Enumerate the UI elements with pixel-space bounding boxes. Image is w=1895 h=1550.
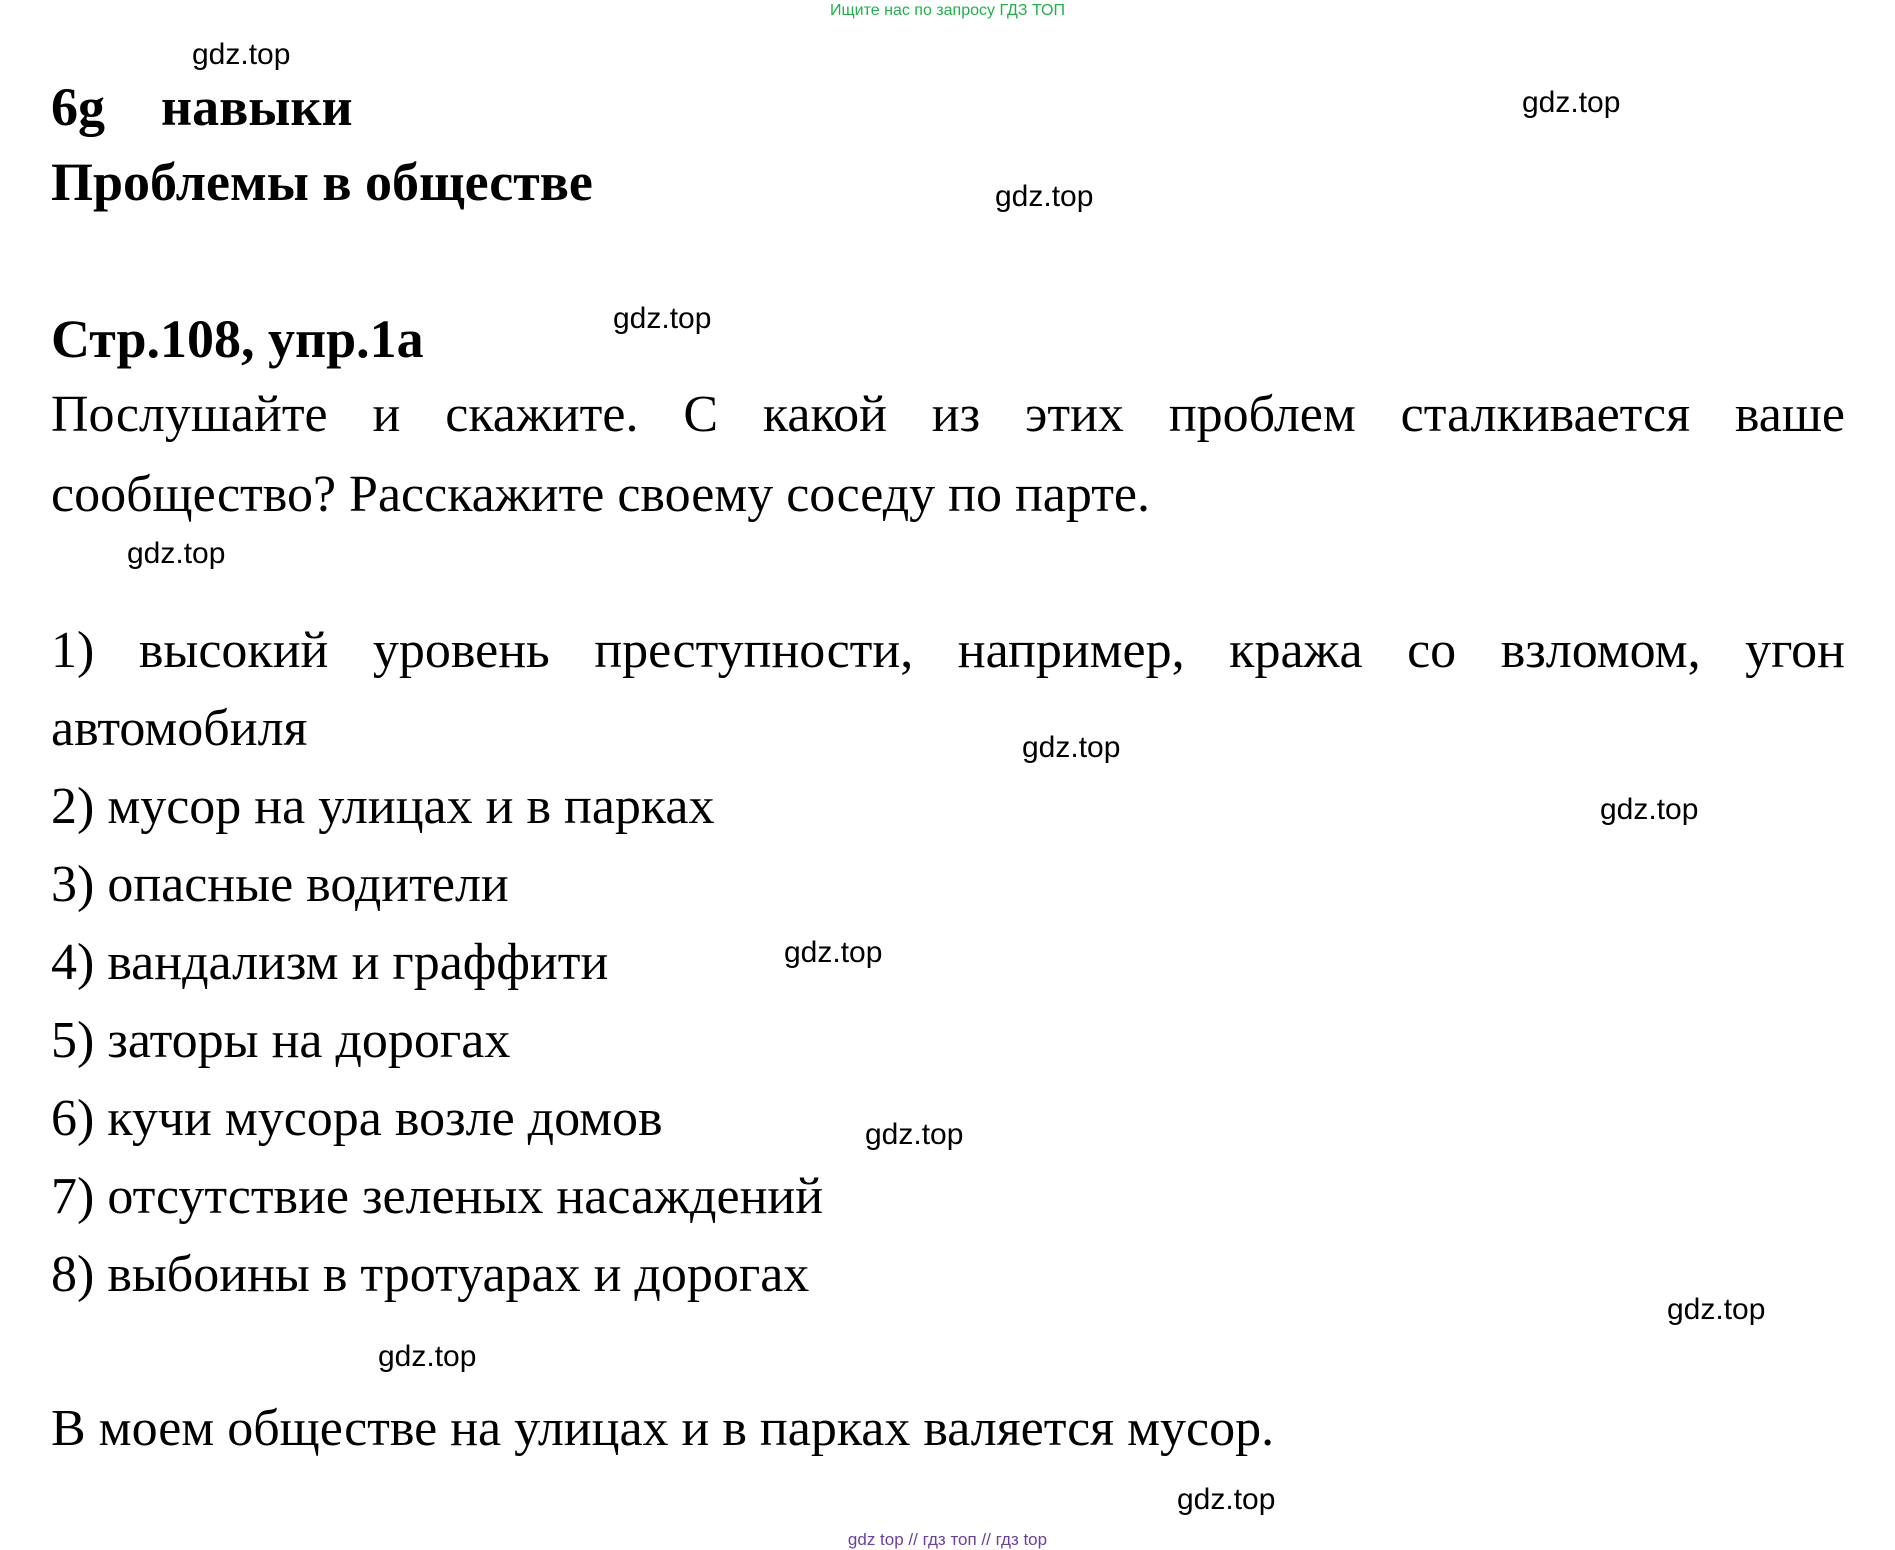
exercise-instruction: Послушайте и скажите. С какой из этих проблем сталкивается ваше сообщество? Расскажите своему соседу по парте. bbox=[51, 386, 1845, 523]
list-item: 2) мусор на улицах и в парках bbox=[51, 778, 715, 835]
watermark: gdz.top bbox=[1522, 86, 1621, 119]
list-item: 5) заторы на дорогах bbox=[51, 1012, 511, 1069]
watermark: gdz.top bbox=[995, 180, 1094, 213]
top-banner: Ищите нас по запросу ГДЗ ТОП bbox=[830, 2, 1065, 19]
watermark: gdz.top bbox=[1667, 1293, 1766, 1326]
list-item: 8) выбоины в тротуарах и дорогах bbox=[51, 1246, 810, 1303]
watermark: gdz.top bbox=[378, 1340, 477, 1373]
section-heading bbox=[51, 77, 353, 137]
list-item: 3) опасные водители bbox=[51, 856, 509, 913]
exercise-reference: Стр.108, упр.1a bbox=[51, 309, 424, 369]
watermark: gdz.top bbox=[1177, 1483, 1276, 1516]
list-item: 4) вандализм и граффити bbox=[51, 934, 609, 991]
topic-title: Проблемы в обществе bbox=[51, 152, 593, 212]
watermark: gdz.top bbox=[127, 537, 226, 570]
watermark: gdz.top bbox=[1022, 731, 1121, 764]
watermark: gdz.top bbox=[192, 38, 291, 71]
answer-text: В моем обществе на улицах и в парках валяется мусор. bbox=[51, 1400, 1275, 1457]
list-item: 7) отсутствие зеленых насаждений bbox=[51, 1168, 824, 1225]
footer-links: gdz top // гдз топ // гдз top bbox=[847, 1530, 1048, 1549]
section-code: 6g bbox=[51, 77, 105, 137]
problem-list bbox=[51, 612, 1845, 1314]
list-item: 1) высокий уровень преступности, например, кража со взломом, угон автомобиля bbox=[51, 622, 1845, 757]
watermark: gdz.top bbox=[784, 936, 883, 969]
watermark: gdz.top bbox=[1600, 793, 1699, 826]
list-item: 6) кучи мусора возле домов bbox=[51, 1090, 663, 1147]
section-title: навыки bbox=[161, 77, 353, 137]
watermark: gdz.top bbox=[613, 302, 712, 335]
watermark: gdz.top bbox=[865, 1118, 964, 1151]
